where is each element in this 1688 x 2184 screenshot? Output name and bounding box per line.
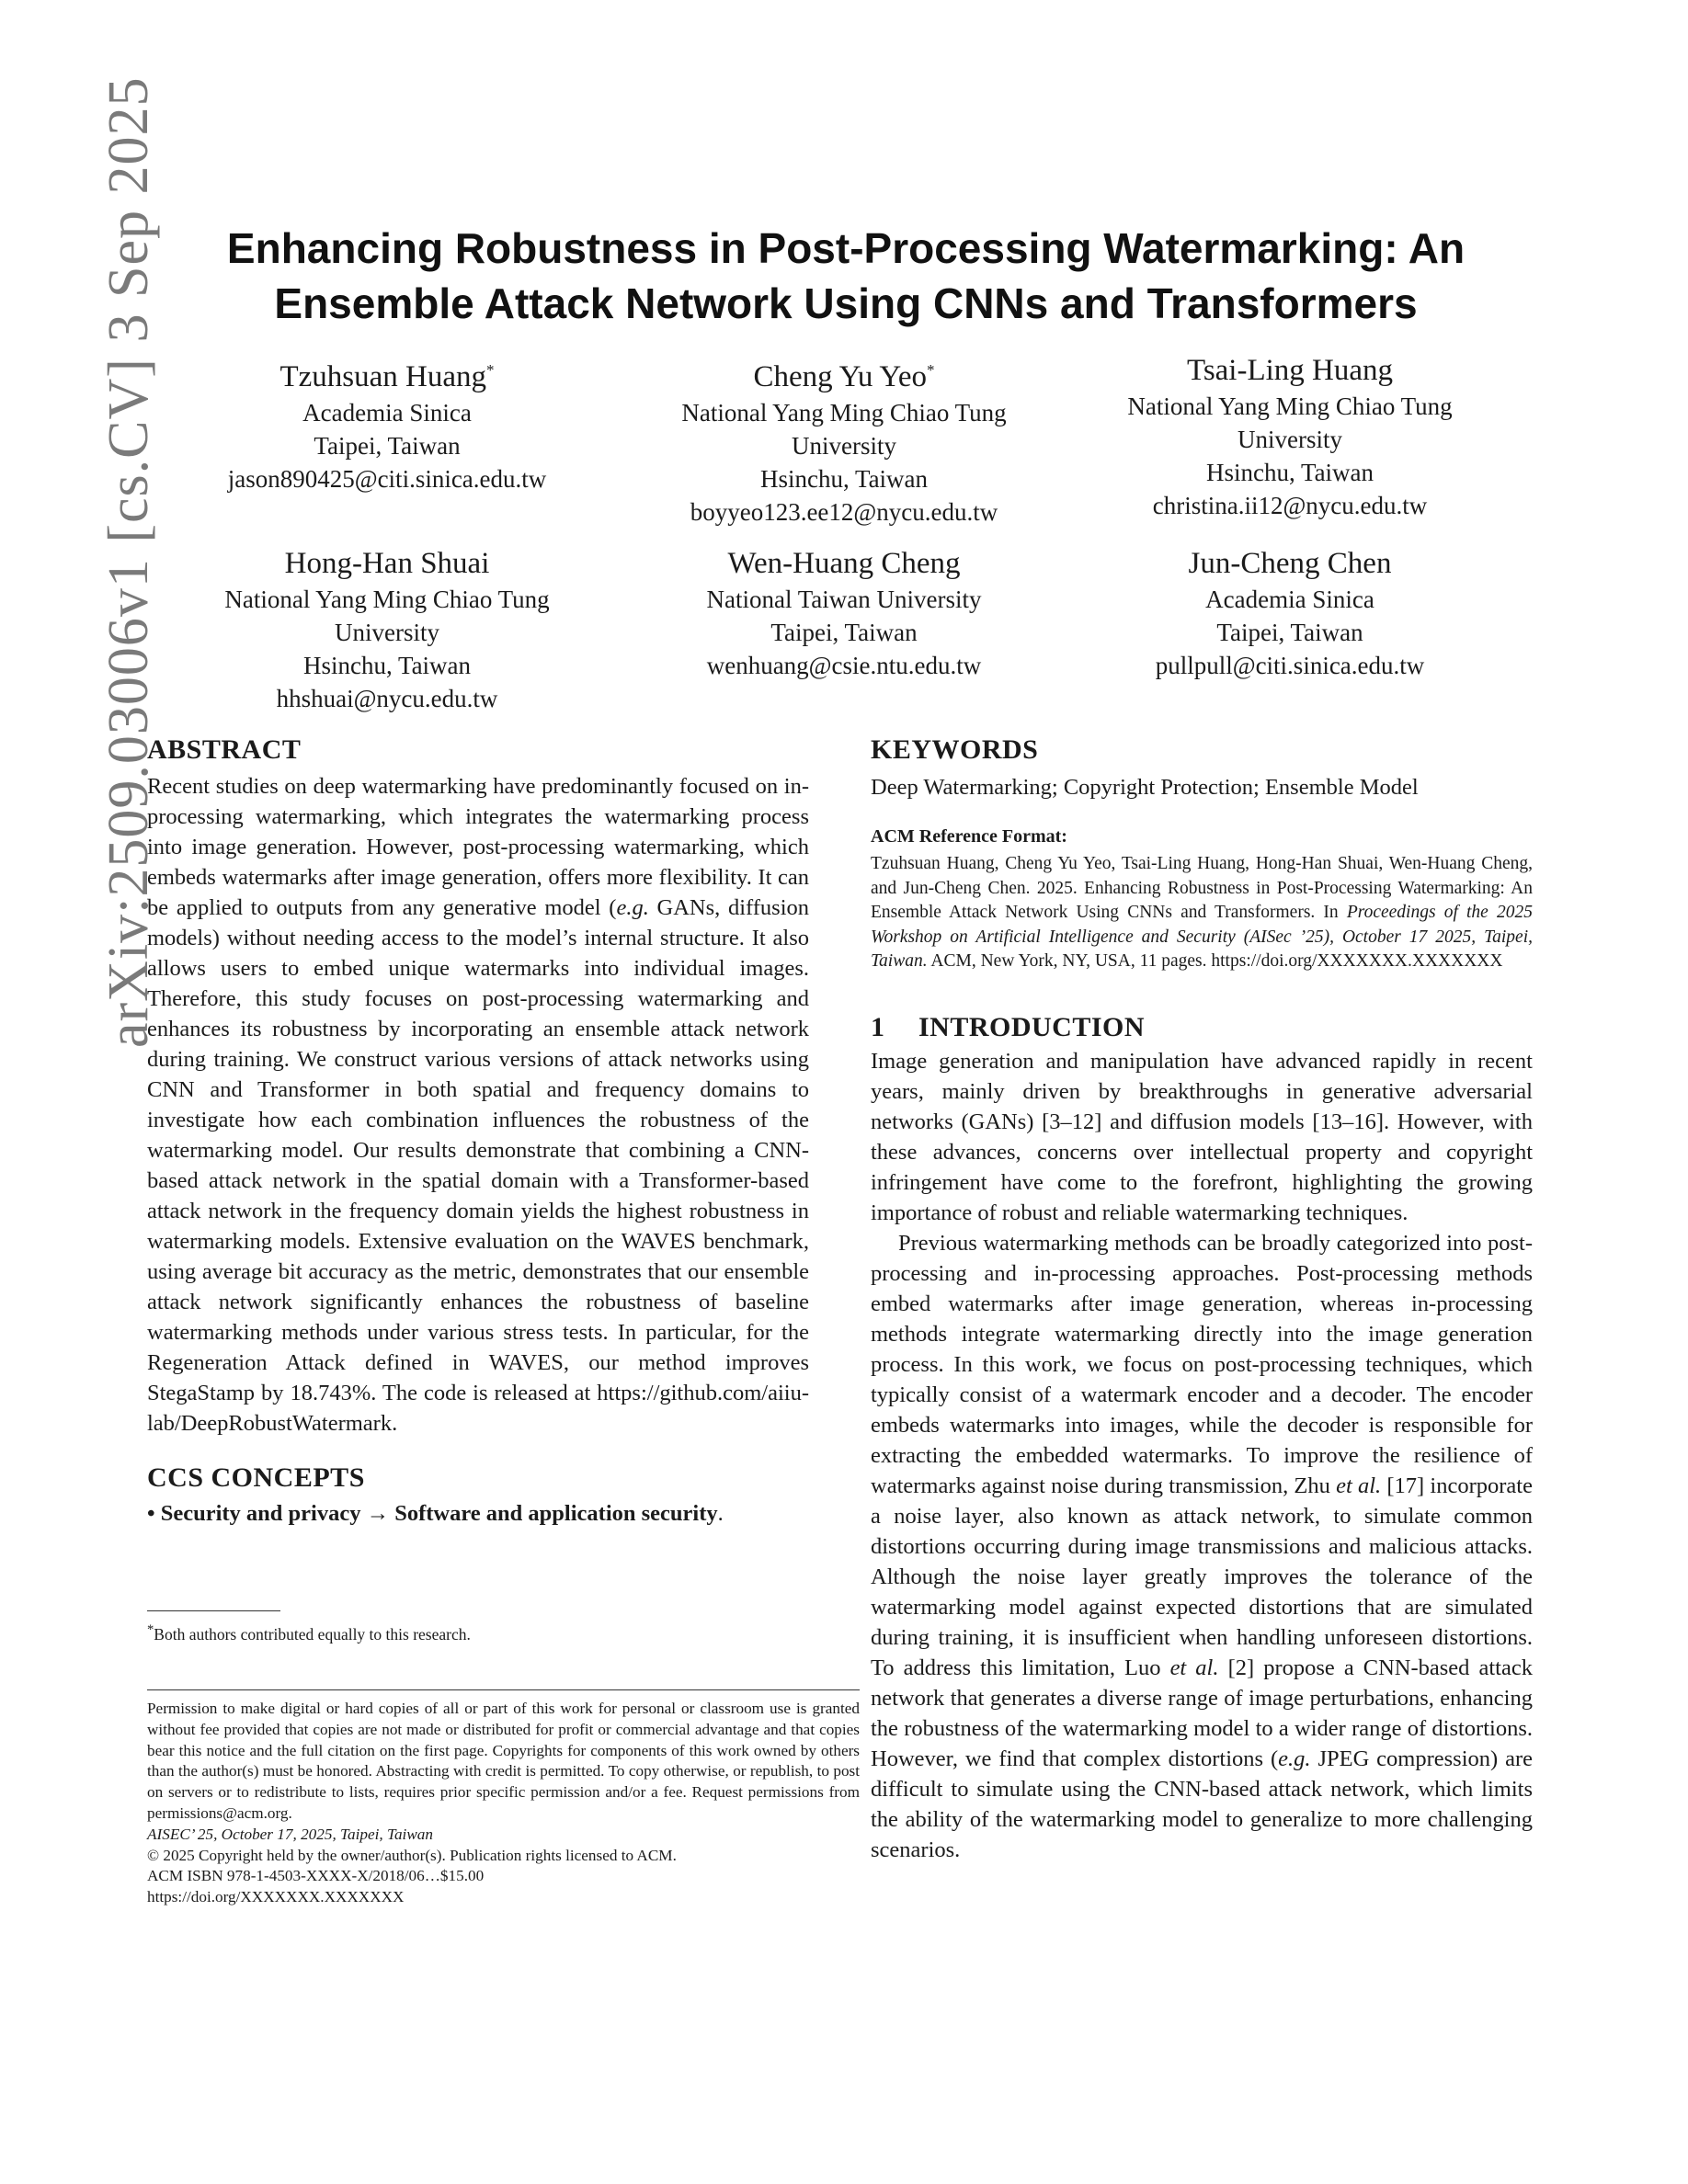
ccs-concept: • Security and privacy → Software and application security. [147,1501,724,1526]
author-block-1 [166,352,608,495]
equal-contribution-mark: * [486,361,495,379]
author-block-5 [623,545,1065,682]
author-name: Jun-Cheng Chen [1188,547,1392,580]
author-affiliation-cont: University [335,619,439,646]
abstract-heading: ABSTRACT [147,734,302,765]
acm-ref-heading: ACM Reference Format: [871,826,1067,847]
author-affiliation: Academia Sinica [302,399,472,427]
author-block-2 [623,352,1065,529]
equal-contribution-mark: * [927,361,935,379]
intro-heading: 1 INTRODUCTION [871,1011,1146,1042]
doi-link[interactable]: https://doi.org/XXXXXXX.XXXXXXX [147,1888,405,1906]
paper-title [156,221,1535,331]
author-name: Hong-Han Shuai [284,547,490,580]
author-email[interactable]: wenhuang@csie.ntu.edu.tw [706,652,982,679]
right-column [871,734,1533,1865]
section-number: 1 [871,1011,885,1042]
permission-block [147,1699,860,1908]
permission-rule [147,1689,860,1690]
author-name: Cheng Yu Yeo [753,360,928,393]
conference-venue: AISEC’ 25, October 17, 2025, Taipei, Taiwan [147,1825,433,1843]
author-block-3 [1069,352,1511,522]
author-block-6 [1069,545,1511,682]
footnote-text: Both authors contributed equally to this research. [154,1624,471,1644]
keywords-heading: KEYWORDS [871,734,1039,765]
title-line-2: Ensemble Attack Network Using CNNs and Transformers [274,279,1418,327]
author-location: Taipei, Taiwan [314,432,461,460]
author-location: Hsinchu, Taiwan [302,652,472,679]
author-location: Hsinchu, Taiwan [1205,459,1374,486]
acm-ref-text: Tzuhsuan Huang, Cheng Yu Yeo, Tsai-Ling Huang, Hong-Han Shuai, Wen-Huang Cheng, and Jun-Cheng Chen. 2025. Enhancing Robustness in Post-Processing Watermarking: An Ensemble Attack Network Using CNNs and Transformers. In Proceedings of the 2025 Workshop on Artificial Intelligence and Security (AISec ’25), October 17 2025, Taipei, Taiwan. ACM, New York, NY, USA, 11 pages. https://doi.org/XXXXXXX.XXXXXXX [871,854,1533,971]
intro-paragraph-1: Image generation and manipulation have advanced rapidly in recent years, mainly driven by breakthroughs in generative adversarial networks (GANs) [3–12] and diffusion models [13–16]. However, with these advances, concerns over intellectual property and copyright infringement have come to the forefront, highlighting the growing importance of robust and reliable watermarking techniques. [871,1048,1533,1225]
keywords-text: Deep Watermarking; Copyright Protection; Ensemble Model [871,775,1419,800]
footnote [147,1620,471,1645]
left-column [147,734,809,1529]
author-location: Taipei, Taiwan [1216,619,1363,646]
footnote-mark: * [147,1622,154,1637]
arxiv-identifier: arXiv:2509.03006v1 [cs.CV] 3 Sep 2025 [97,76,160,1048]
author-email[interactable]: christina.ii12@nycu.edu.tw [1152,492,1428,519]
author-affiliation: National Yang Ming Chiao Tung [1127,392,1453,420]
copyright-notice: © 2025 Copyright held by the owner/author(s). Publication rights licensed to ACM. [147,1846,677,1864]
permission-text: Permission to make digital or hard copies of all or part of this work for personal or classroom use is granted without fee provided that copies are not made or distributed for profit or commercial advantage and that copies bear this notice and the full citation on the first page. Copyrights for components of this work owned by others than the author(s) must be honored. Abstracting with credit is permitted. To copy otherwise, or republish, to post on servers or to redistribute to lists, requires prior specific permission and/or a fee. Request permissions from permissions@acm.org. [147,1700,860,1822]
author-name: Tzuhsuan Huang [279,360,487,393]
author-email[interactable]: jason890425@citi.sinica.edu.tw [227,465,547,493]
author-email[interactable]: pullpull@citi.sinica.edu.tw [1155,652,1425,679]
author-location: Hsinchu, Taiwan [759,465,929,493]
author-email[interactable]: boyyeo123.ee12@nycu.edu.tw [690,498,998,526]
author-affiliation: National Yang Ming Chiao Tung [681,399,1007,427]
intro-paragraph-2: Previous watermarking methods can be broadly categorized into post-processing and in-processing approaches. Post-processing methods embed watermarks after image generation, whereas in-processing methods integrate watermarking directly into the image generation process. In this work, we focus on post-processing techniques, which typically consist of a watermark encoder and a decoder. The encoder embeds watermarks into images, while the decoder is responsible for extracting the embedded watermarks. To improve the resilience of watermarks against noise during transmission, Zhu et al. [17] incorporate a noise layer, also known as attack network, to simulate common distortions occurring during image transmissions and malicious attacks. Although the noise layer greatly improves the tolerance of the watermarking model against expected distortions that are simulated during training, it is insufficient when handling unforeseen distortions. To address this limitation, Luo et al. [2] propose a CNN-based attack network that generates a diverse range of image perturbations, enhancing the robustness of the watermarking model to a wider range of distortions. However, we find that complex distortions (e.g. JPEG compression) are difficult to simulate using the CNN-based attack network, which limits the ability of the watermarking model to generalize to more challenging scenarios. [871,1230,1533,1862]
author-name: Wen-Huang Cheng [727,547,961,580]
title-line-1: Enhancing Robustness in Post-Processing Watermarking: An [226,224,1466,272]
footnote-rule [147,1610,280,1611]
author-location: Taipei, Taiwan [770,619,918,646]
author-name: Tsai-Ling Huang [1186,354,1394,387]
author-affiliation-cont: University [792,432,896,460]
author-email[interactable]: hhshuai@nycu.edu.tw [276,685,498,712]
author-block-4 [166,545,608,715]
isbn: ACM ISBN 978-1-4503-XXXX-X/2018/06…$15.00 [147,1867,485,1885]
author-affiliation: National Taiwan University [706,586,982,613]
author-affiliation: Academia Sinica [1205,586,1374,613]
abstract-text: Recent studies on deep watermarking have predominantly focused on in-processing watermarking, which integrates the watermarking process into image generation. However, post-processing watermarking, which embeds watermarks after image generation, offers more flexibility. It can be applied to outputs from any generative model (e.g. GANs, diffusion models) without needing access to the model’s internal structure. It also allows users to embed unique watermarks into individual images. Therefore, this study focuses on post-processing watermarking and enhances its robustness by incorporating an ensemble attack network during training. We construct various versions of attack networks using CNN and Transformer in both spatial and frequency domains to investigate how each combination influences the robustness of the watermarking model. Our results demonstrate that combining a CNN-based attack network in the spatial domain with a Transformer-based attack network in the frequency domain yields the highest robustness in watermarking models. Extensive evaluation on the WAVES benchmark, using average bit accuracy as the metric, demonstrates that our ensemble attack network significantly enhances the robustness of baseline watermarking methods under various stress tests. In particular, for the Regeneration Attack defined in WAVES, our method improves StegaStamp by 18.743%. The code is released at https://github.com/aiiu-lab/DeepRobustWatermark. [147,774,810,1436]
author-affiliation-cont: University [1237,426,1342,453]
author-affiliation: National Yang Ming Chiao Tung [224,586,550,613]
ccs-heading: CCS CONCEPTS [147,1462,365,1493]
